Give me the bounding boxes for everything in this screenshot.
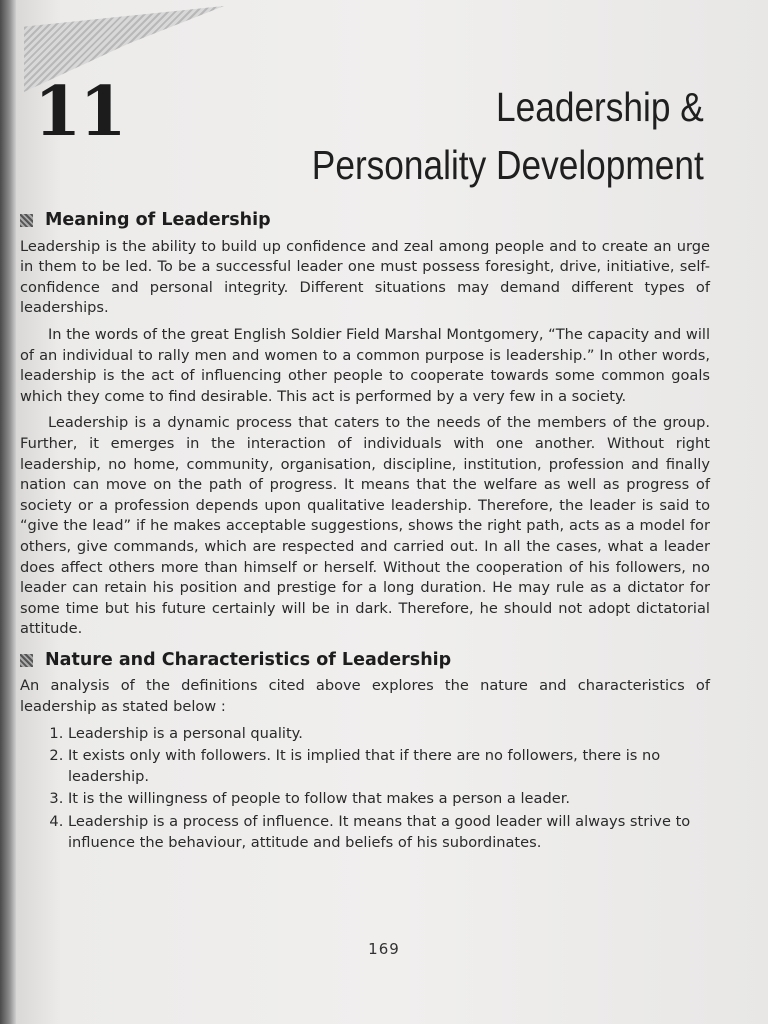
page-content — [20, 206, 710, 855]
book-spine-shadow — [0, 0, 16, 1024]
chapter-number: 11 — [34, 72, 125, 152]
square-bullet-icon — [20, 214, 33, 227]
section-heading-meaning — [20, 210, 710, 231]
characteristics-list — [20, 724, 710, 854]
paragraph: In the words of the great English Soldier Field Marshal Montgomery, “The capacity and will of an individual to rally men and women to a common purpose is leadership.” In other words, leadership is the act of influencing other people to cooperate towards some common goals which they come to find desirable. This act is performed by a very few in a society. — [20, 325, 710, 405]
section-heading-nature — [20, 650, 710, 671]
paragraph: Leadership is a dynamic process that caters to the needs of the members of the group. Further, it emerges in the interaction of individuals with one another. Without right leadership, no home, community, organisation, discipline, institution, profession and finally nation can move on the path of progress. It means that the welfare as well as progress of society or a profession depends upon qualitative leadership. Therefore, the leader is said to “give the lead” if he makes acceptable suggestions, shows the right path, acts as a model for others, give commands, which are respected and carried out. In all the cases, what a leader does affect others more than himself or herself. Without the cooperation of his followers, no leader can retain his position and prestige for a long duration. He may rule as a dictator for some time but his future certainly will be in dark. Therefore, he should not adopt dictatorial attitude. — [20, 414, 710, 638]
chapter-title-line2: Personality Development — [312, 142, 704, 188]
list-item: 3. It is the willingness of people to follow that makes a person a leader. — [68, 789, 710, 810]
square-bullet-icon — [20, 654, 33, 667]
list-item: 1. Leadership is a personal quality. — [68, 724, 710, 745]
chapter-title — [312, 78, 704, 194]
paragraph: Leadership is the ability to build up confidence and zeal among people and to create an urge in them to be led. To be a successful leader one must possess foresight, drive, initiative, self-confidence and personal integrity. Different situations may demand different types of leaderships. — [20, 237, 710, 317]
section-heading-text: Meaning of Leadership — [45, 210, 271, 230]
list-item: 2. It exists only with followers. It is implied that if there are no followers, there is no leadership. — [68, 746, 710, 787]
page-number: 169 — [368, 940, 400, 958]
section-heading-text: Nature and Characteristics of Leadership — [45, 649, 452, 670]
paragraph: An analysis of the definitions cited above explores the nature and characteristics of leadership as stated below : — [20, 677, 710, 716]
chapter-title-line1: Leadership & — [496, 84, 704, 130]
list-item: 4. Leadership is a process of influence. It means that a good leader will always strive to influence the behaviour, attitude and beliefs of his subordinates. — [68, 812, 710, 853]
